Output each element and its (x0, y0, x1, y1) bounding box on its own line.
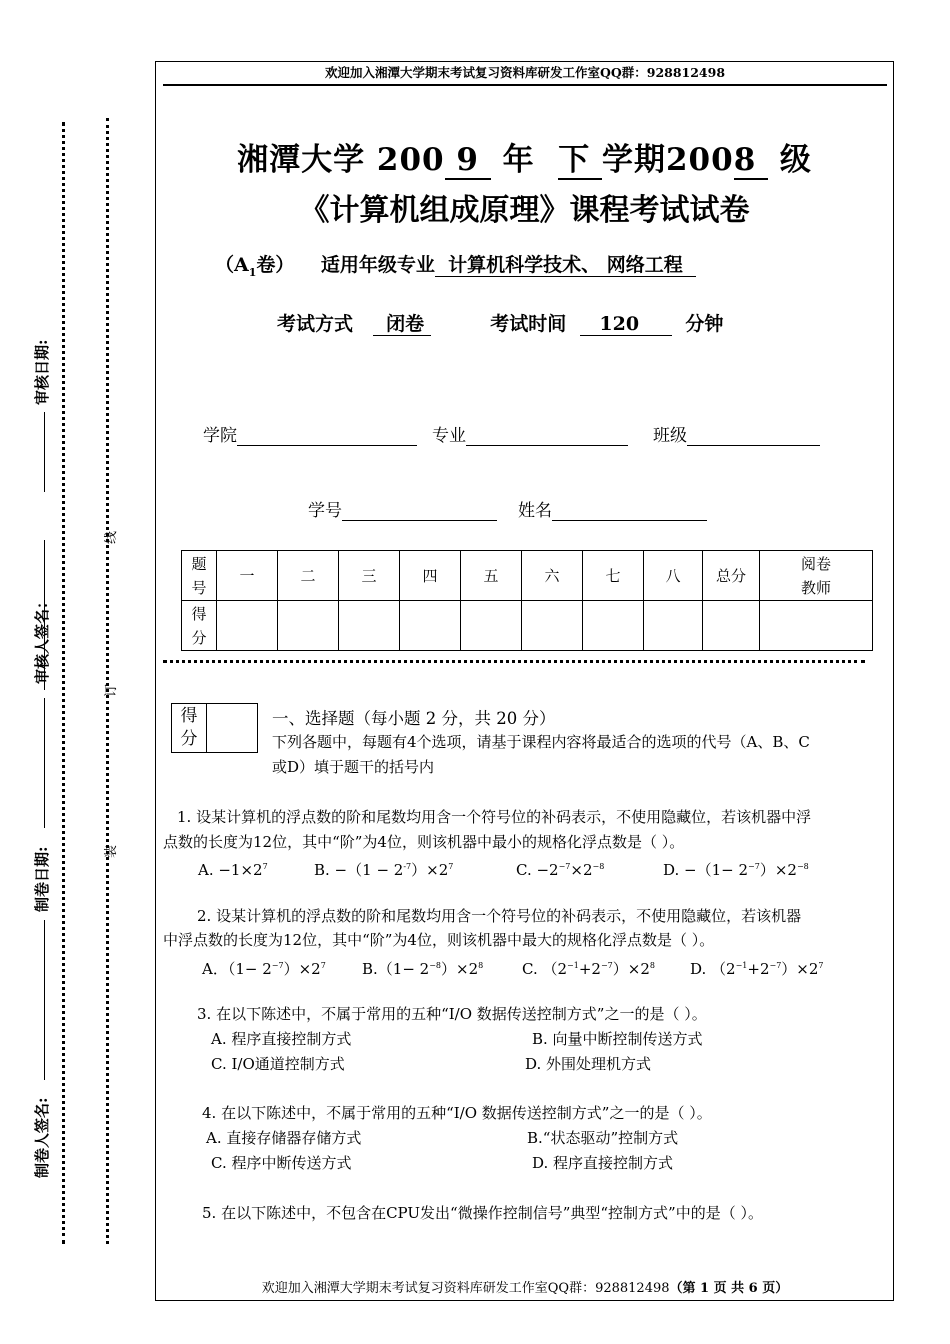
score-table-score-row (182, 601, 873, 651)
side-line-4 (44, 920, 45, 1080)
score-cell[interactable] (703, 601, 760, 651)
section-score-label: 得 分 (172, 704, 207, 753)
section-intro-2: 或D）填于题干的括号内 (272, 758, 435, 776)
side-review-date: 审核日期: (33, 339, 51, 405)
q3-line-1: 3. 在以下陈述中，不属于常用的五种“I/O 数据传送控制方式”之一的是（ ）。 (197, 1005, 707, 1023)
binding-char-zhuang: 装 (104, 844, 120, 859)
page-footer: 欢迎加入湘潭大学期末考试复习资料库研发工作室QQ群：928812498（第 1 页 共 6 页） (261, 1281, 789, 1296)
binding-char-ding: 订 (104, 683, 120, 698)
section-score-box (171, 703, 258, 753)
binding-dotted-line-right (106, 118, 109, 1244)
binding-dotted-line-left (62, 122, 65, 1244)
col-7: 七 (583, 551, 644, 601)
q2-line-1: 2. 设某计算机的浮点数的阶和尾数均用含一个符号位的补码表示，不使用隐藏位，若该机器 (197, 907, 802, 925)
score-cell[interactable] (461, 601, 522, 651)
q1-line-1: 1. 设某计算机的浮点数的阶和尾数均用含一个符号位的补码表示，不使用隐藏位，若该机器中浮 (177, 808, 812, 826)
q2-option-c: C. $(2^{-1}+2^{-7})\times 2^8$ (522, 960, 655, 978)
side-line-1 (44, 540, 45, 690)
q1-line-2: 点数的长度为12位，其中“阶”为4位，则该机器中最小的规格化浮点数是（ ）。 (163, 833, 685, 851)
section-title: 一、选择题（每小题 2 分，共 20 分） (272, 709, 556, 728)
q-label-cell: 题 号 (182, 551, 217, 601)
q3-option-c: C. I/O通道控制方式 (211, 1055, 345, 1073)
score-cell[interactable] (339, 601, 400, 651)
q4-line-1: 4. 在以下陈述中，不属于常用的五种“I/O 数据传送控制方式”之一的是（ ）。 (202, 1104, 712, 1122)
q3-option-d: D. 外围处理机方式 (525, 1055, 652, 1073)
col-3: 三 (339, 551, 400, 601)
col-5: 五 (461, 551, 522, 601)
section-intro-1: 下列各题中，每题有4个选项，请基于课程内容将最适合的选项的代号（A、B、C (272, 733, 810, 751)
q2-option-b: $B.(1- 2^{-8})\times 2^8$ (362, 960, 484, 978)
q4-option-b: B.“状态驱动”控制方式 (527, 1129, 679, 1147)
score-table (181, 550, 873, 651)
q4-option-d: D. 程序直接控制方式 (532, 1154, 674, 1172)
q5-line-1: 5. 在以下陈述中，不包含在CPU发出“微操作控制信号”典型“控制方式”中的是（ ）。 (202, 1204, 763, 1222)
side-reviewer: 审核人签名： (33, 593, 51, 684)
grader-cell: 阅卷 教师 (760, 551, 873, 601)
q4-option-c: C. 程序中断传送方式 (211, 1154, 352, 1172)
page-header: 欢迎加入湘潭大学期末考试复习资料库研发工作室QQ群：928812498 (163, 64, 887, 86)
score-cell[interactable] (583, 601, 644, 651)
student-id-field[interactable]: 学号 (308, 496, 497, 521)
score-cell[interactable] (644, 601, 703, 651)
paper-meta: （$A_1$卷） 适用年级专业 计算机科学技术、 网络工程 (215, 250, 696, 279)
course-title: 《计算机组成原理》课程考试试卷 (299, 193, 750, 228)
q1-option-d: D. $-(1- 2^{-7})\times 2^{-8}$ (663, 861, 809, 879)
q1-option-b: B. $-(1 - 2^{-7})\times 2^7$ (314, 861, 454, 879)
score-table-header-row (182, 551, 873, 601)
q2-option-d: D. $(2^{-1}+2^{-7})\times 2^7$ (690, 960, 824, 978)
score-cell[interactable] (400, 601, 461, 651)
q2-option-a: A．$(1- 2^{-7})\times 2^7$ (202, 960, 326, 978)
score-cell[interactable] (760, 601, 873, 651)
side-make-date: 制卷日期: (33, 846, 51, 912)
q2-line-2: 中浮点数的长度为12位，其中“阶”为4位，则该机器中最大的规格化浮点数是（ ）。 (163, 931, 715, 949)
col-6: 六 (522, 551, 583, 601)
side-maker: 制卷人签名: (33, 1097, 51, 1178)
q3-option-b: B. 向量中断控制传送方式 (532, 1030, 703, 1048)
side-line-2 (44, 412, 45, 492)
col-8: 八 (644, 551, 703, 601)
col-total: 总分 (703, 551, 760, 601)
score-cell[interactable] (522, 601, 583, 651)
major-field[interactable]: 专业 (432, 421, 628, 446)
q3-option-a: A. 程序直接控制方式 (211, 1030, 352, 1048)
exam-mode-time: 考试方式 闭卷 考试时间 120 分钟 (277, 313, 724, 335)
college-field[interactable]: 学院 (203, 421, 417, 446)
score-label-cell: 得 分 (182, 601, 217, 651)
name-field[interactable]: 姓名 (518, 496, 707, 521)
cut-line (163, 660, 865, 663)
score-cell[interactable] (278, 601, 339, 651)
col-2: 二 (278, 551, 339, 601)
col-4: 四 (400, 551, 461, 601)
binding-char-xian: 线 (104, 530, 120, 545)
section-score-cell[interactable] (207, 704, 258, 753)
q1-option-c: C. $-2^{-7}\times 2^{-8}$ (516, 861, 605, 879)
score-cell[interactable] (217, 601, 278, 651)
exam-title: 湘潭大学 200 9 年 下 学期2008 级 (237, 142, 812, 178)
q1-option-a: A. $-1\times 2^7$ (198, 861, 268, 879)
side-line-3 (44, 698, 45, 828)
col-1: 一 (217, 551, 278, 601)
q4-option-a: A. 直接存储器存储方式 (206, 1129, 362, 1147)
class-field[interactable]: 班级 (653, 421, 820, 446)
